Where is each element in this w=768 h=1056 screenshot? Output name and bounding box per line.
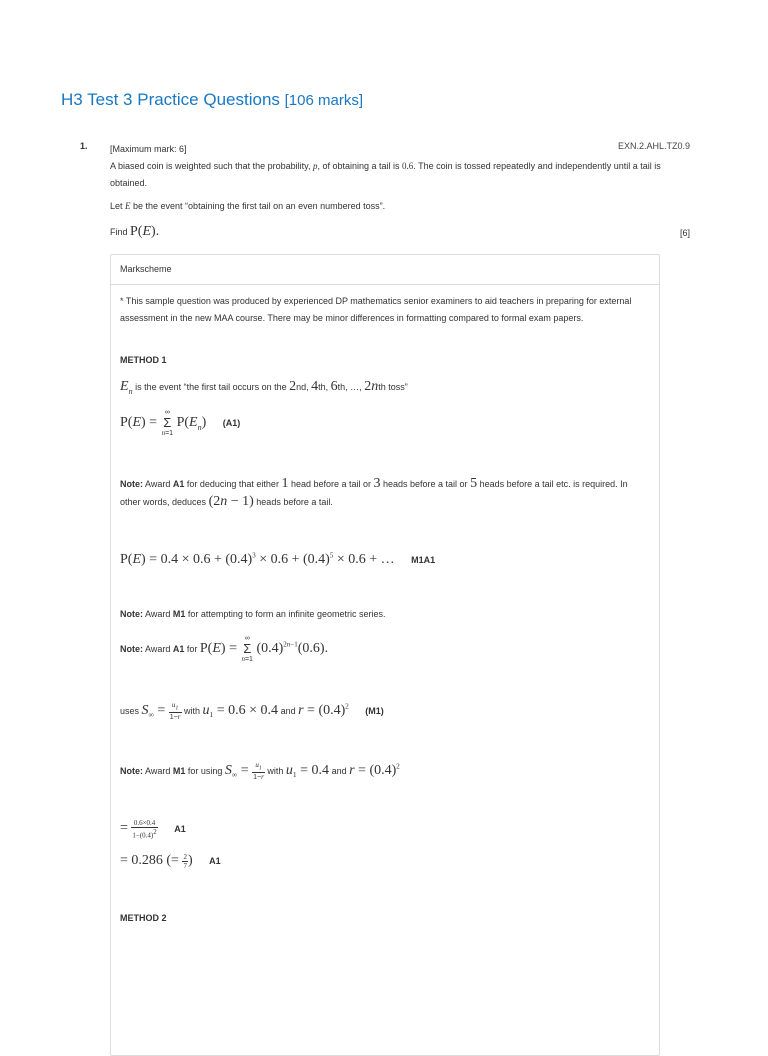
question-text-1: A biased coin is weighted such that the probability, p, of obtaining a tail is 0.6. The coin is tossed repeatedly and independently until a tail is obtained.	[110, 161, 661, 188]
final-answer: = 0.286 (= $\frac{2}{7}$ ) A1	[120, 853, 221, 871]
markscheme-panel	[110, 254, 660, 1056]
page-title-text: H3 Test 3 Practice Questions	[61, 90, 280, 109]
question-marks: [6]	[679, 228, 690, 238]
question-body	[110, 141, 690, 215]
en-definition: $E_n$ is the event “the first tail occurs on the 2nd, 4th, 6th, …, 2nth toss”	[120, 379, 408, 396]
question-number: 1.	[80, 141, 88, 151]
fraction-step: = $\frac{0.6\times 0.4}{1-(0.4)^2}$ A1	[120, 819, 186, 840]
note-4: Note: Award M1 for using $S_\infty$ = $\frac{u_1}{1-r}$ with $u_1 = 0.4$ and $r = (0.4)^2$	[120, 761, 400, 782]
mark-a1: (A1)	[222, 417, 241, 428]
note-3: Note: Award A1 for P(E) = ∞ Σ n=1 $(0.4)^{2n-1}(0.6)$.	[120, 635, 329, 663]
markscheme-disclaimer: * This sample question was produced by experienced DP mathematics senior examiners to aid teachers in preparing for external assessment in the new MAA course. There may be minor differences in formatting compared to formal exam papers.	[120, 296, 632, 323]
question-text-2: Let E be the event “obtaining the first tail on an even numbered toss”.	[110, 201, 386, 211]
method-1-heading: METHOD 1	[120, 355, 167, 365]
sum-equation: P(E) = ∞ Σ n=1 $P(E_n)$ (A1)	[120, 409, 241, 437]
method-2-heading: METHOD 2	[120, 913, 167, 923]
question-max-mark: [Maximum mark: 6]	[110, 144, 187, 154]
question-find: Find P(E).	[110, 224, 160, 239]
mark-m1-paren: (M1)	[365, 706, 384, 717]
mark-a1-step2: A1	[209, 856, 221, 866]
total-marks: [106 marks]	[284, 92, 364, 109]
series-equation: $P(E) = 0.4 \times 0.6 + (0.4)^3 \times 0.6 + (0.4)^5 \times 0.6$ + … M1A1	[120, 551, 436, 567]
mark-m1a1: M1A1	[411, 554, 436, 565]
uses-formula: uses $S_\infty$ = $\frac{u_1}{1-r}$ with $u_1 = 0.6 \times 0.4$ and $r = (0.4)^2$ (M1)	[120, 701, 384, 722]
page-title	[61, 90, 363, 110]
note-2: Note: Award M1 for attempting to form an infinite geometric series.	[120, 609, 386, 619]
markscheme-header: Markscheme	[111, 255, 659, 285]
question-code: EXN.2.AHL.TZ0.9	[617, 141, 690, 151]
note-1: Note: Award A1 for deducing that either 1 head before a tail or 3 heads before a tail or 5 heads before a tail etc. is required. In other words, deduces (2n − 1) heads before a tail.	[120, 476, 628, 509]
mark-a1-step1: A1	[174, 823, 186, 834]
